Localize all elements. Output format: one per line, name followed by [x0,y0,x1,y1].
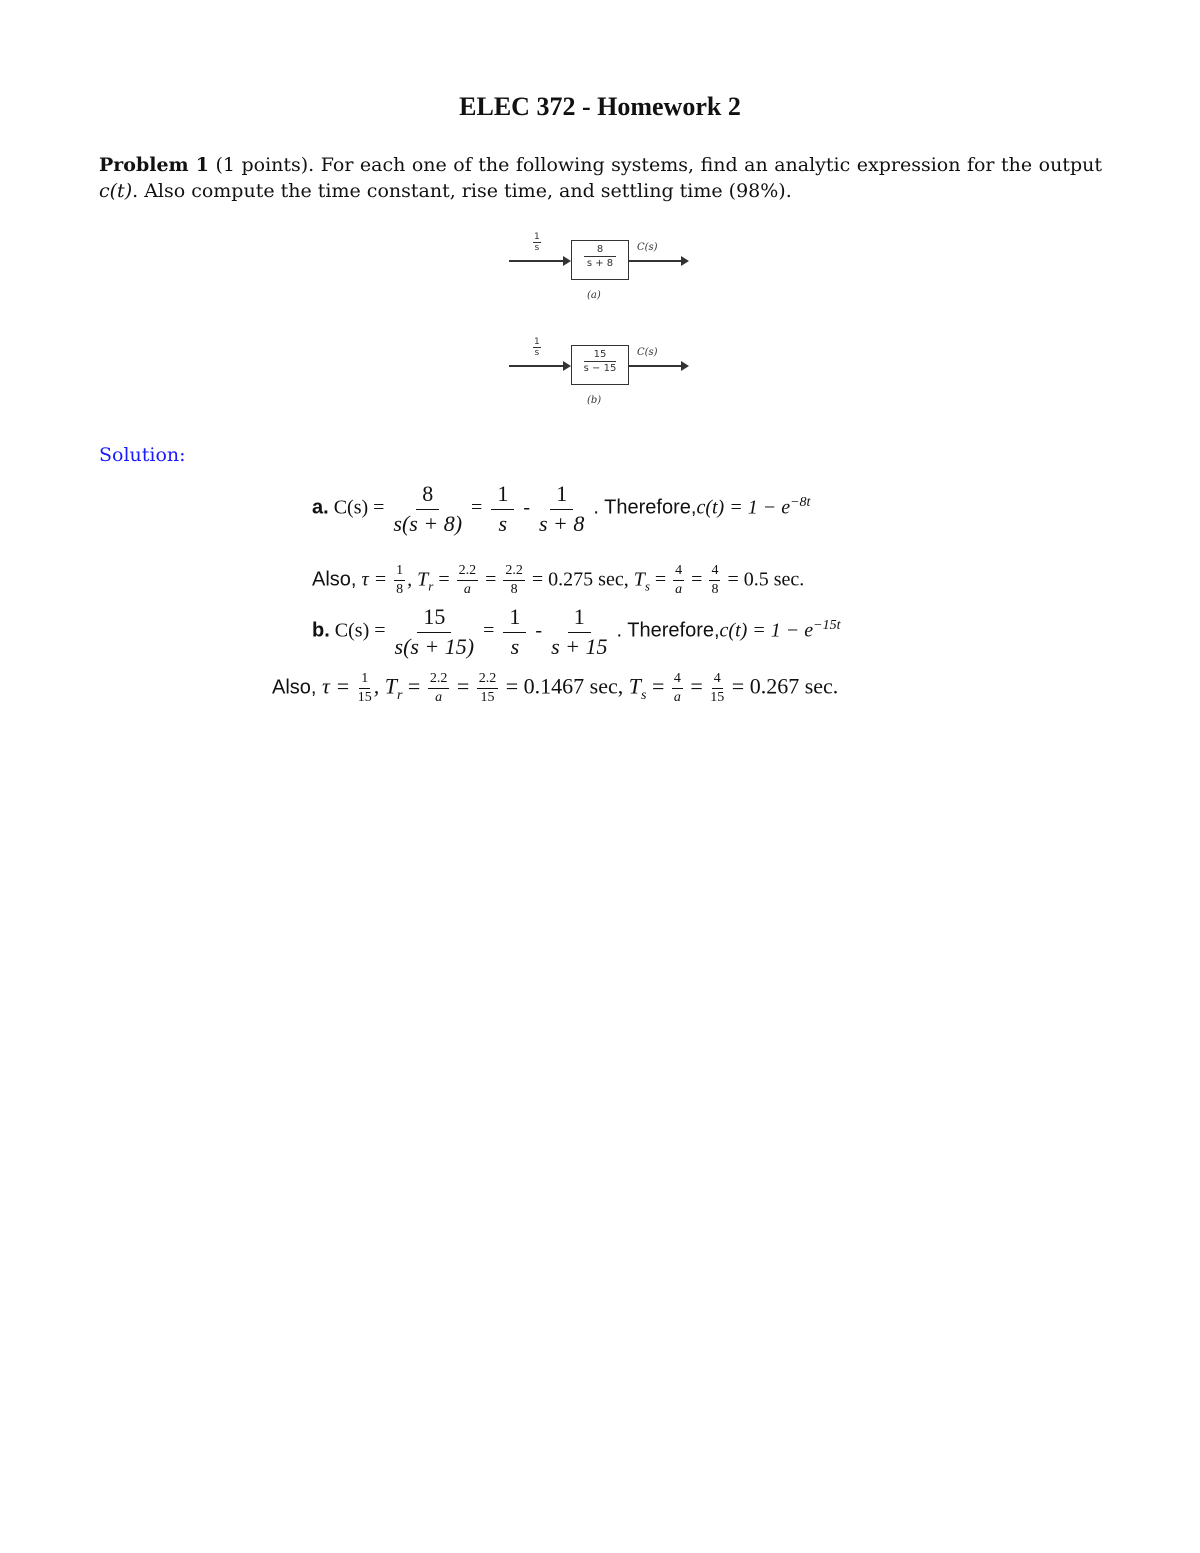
diagram-a-output-label: C(s) [637,242,658,253]
diagram-b-output-arrow [681,361,689,371]
problem-label: Problem 1 [99,154,209,176]
diagram-b-output-line [629,365,681,367]
solution-a-fraction-3: $\frac{1}{s + 8}$ [539,481,585,536]
solution-a-fraction-2: $\frac{1}{s}$ [491,480,514,538]
diagram-b-output-label: C(s) [637,347,658,358]
diagram-b-input-arrow [563,361,571,371]
problem-text-2: . Also compute the time constant, rise time, and settling time (98%). [132,180,792,202]
problem-statement [99,152,1102,204]
diagram-b-input-line [509,365,569,367]
problem-points: (1 points). [215,154,315,176]
solution-b-equation: b. C(s) = $\frac{15}{s(s + 15)}$ = $\frac{1}{s}$ - $\frac{1}{s + 15}$ . Therefore,c(t) = $1 - e^{-15t}$ [312,603,841,661]
diagram-a-caption: (a) [587,290,601,301]
diagram-a-output-arrow [681,256,689,266]
block-diagram-b [505,337,695,427]
solution-b-fraction-1: $\frac{15}{s(s + 15)}$ [394,604,475,659]
diagram-a-input-arrow [563,256,571,266]
page-title: ELEC 372 - Homework 2 [459,92,741,121]
diagram-a-output-line [629,260,681,262]
problem-ct: c(t) [99,180,133,202]
block-diagram-a [505,232,695,322]
solution-label: Solution: [99,444,186,466]
solution-a-equation: a. C(s) = $\frac{8}{s(s + 8)}$ = $\frac{1}{s}$ - $\frac{1}{s + 8}$ . Therefore,c(t) = $1 - e^{-8t}$ [312,480,810,538]
diagram-b-caption: (b) [587,395,602,406]
solution-a-fraction-1: $\frac{8}{s(s + 8)}$ [393,481,463,536]
diagram-a-input: 1 s [534,232,540,253]
diagram-a-input-line [509,260,569,262]
solution-b-fraction-3: $\frac{1}{s + 15}$ [551,604,608,659]
solution-a-timing: Also, τ = $\frac{1}{8}$ , $T_r$ = $\frac{2.2}{a}$ = $\frac{2.2}{8}$ = 0.275 sec, $T_s$ = $\frac{4}{a}$ = $\frac{4}{8}$ = 0.5 sec. [312,563,805,598]
solution-b-timing: Also, τ = $\frac{1}{15}$ , $T_r$ = $\frac{2.2}{a}$ = $\frac{2.2}{15}$ = 0.1467 sec, $T_s$ = $\frac{4}{a}$ = $\frac{4}{15}$ = 0.267 sec. [272,671,839,706]
diagram-b-input: 1 s [534,337,540,358]
problem-text-1: For each one of the following systems, find an analytic expression for the output [320,154,1102,176]
solution-b-fraction-2: $\frac{1}{s}$ [503,603,526,661]
diagram-b-transfer-box: $\frac{15}{s - 15}$ [571,345,629,385]
diagram-a-transfer-box: $\frac{8}{s + 8}$ [571,240,629,280]
